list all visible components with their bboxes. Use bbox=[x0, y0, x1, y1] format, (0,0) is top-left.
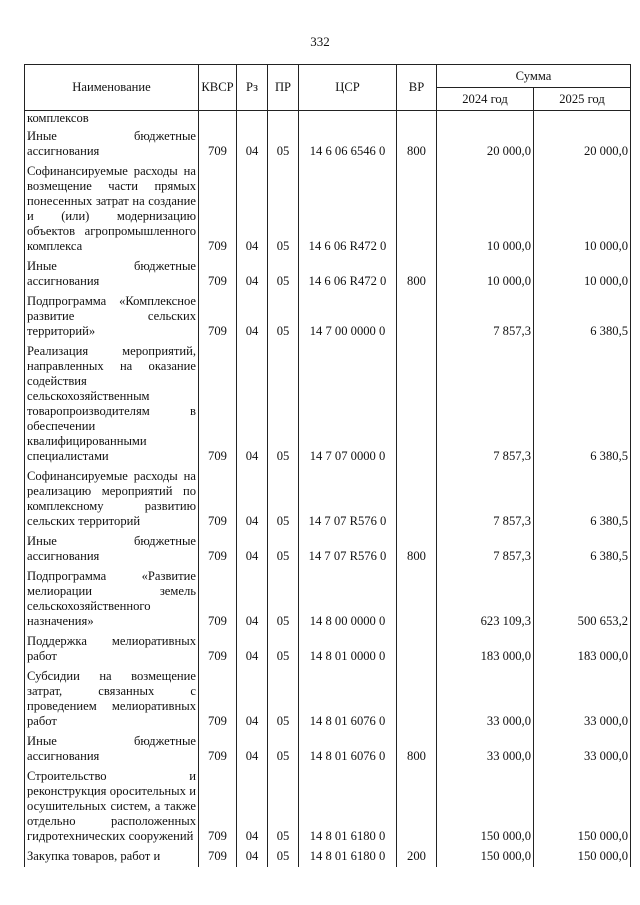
cell-pr: 05 bbox=[268, 257, 299, 292]
cell-pr: 05 bbox=[268, 532, 299, 567]
cell-sum-2025 bbox=[534, 111, 631, 128]
cell-sum-2024: 33 000,0 bbox=[437, 667, 534, 732]
table-row bbox=[25, 111, 631, 128]
cell-vr bbox=[397, 632, 437, 667]
cell-vr bbox=[397, 467, 437, 532]
cell-kvsr: 709 bbox=[199, 732, 237, 767]
cell-rz: 04 bbox=[237, 767, 268, 847]
cell-sum-2025: 33 000,0 bbox=[534, 732, 631, 767]
cell-rz: 04 bbox=[237, 162, 268, 257]
header-csr: ЦСР bbox=[299, 65, 397, 111]
cell-name: Подпрограмма «Комплексное развитие сельских территорий» bbox=[25, 292, 199, 342]
cell-csr: 14 7 07 R576 0 bbox=[299, 532, 397, 567]
cell-sum-2024: 7 857,3 bbox=[437, 292, 534, 342]
cell-pr: 05 bbox=[268, 567, 299, 632]
cell-vr: 200 bbox=[397, 847, 437, 867]
cell-kvsr: 709 bbox=[199, 667, 237, 732]
cell-kvsr: 709 bbox=[199, 292, 237, 342]
cell-sum-2025: 6 380,5 bbox=[534, 467, 631, 532]
cell-rz: 04 bbox=[237, 732, 268, 767]
table-row bbox=[25, 292, 631, 342]
cell-sum-2025: 183 000,0 bbox=[534, 632, 631, 667]
page-number: 332 bbox=[310, 34, 330, 49]
cell-pr: 05 bbox=[268, 847, 299, 867]
cell-rz: 04 bbox=[237, 292, 268, 342]
cell-name: Софинансируемые расходы на возмещение части прямых понесенных затрат на создание и (или) модернизацию объектов агропромышленного комплекса bbox=[25, 162, 199, 257]
table-row bbox=[25, 532, 631, 567]
table-row bbox=[25, 732, 631, 767]
cell-sum-2024: 150 000,0 bbox=[437, 767, 534, 847]
budget-table bbox=[24, 64, 631, 867]
table-row bbox=[25, 257, 631, 292]
cell-rz: 04 bbox=[237, 467, 268, 532]
cell-csr: 14 6 06 R472 0 bbox=[299, 257, 397, 292]
cell-sum-2024: 183 000,0 bbox=[437, 632, 534, 667]
cell-pr: 05 bbox=[268, 632, 299, 667]
table-row bbox=[25, 342, 631, 467]
cell-sum-2025: 6 380,5 bbox=[534, 292, 631, 342]
cell-vr bbox=[397, 667, 437, 732]
cell-sum-2025: 20 000,0 bbox=[534, 127, 631, 162]
cell-sum-2025: 6 380,5 bbox=[534, 342, 631, 467]
table-row bbox=[25, 632, 631, 667]
table-row bbox=[25, 467, 631, 532]
cell-pr: 05 bbox=[268, 342, 299, 467]
cell-rz: 04 bbox=[237, 847, 268, 867]
cell-kvsr: 709 bbox=[199, 467, 237, 532]
header-pr: ПР bbox=[268, 65, 299, 111]
cell-csr: 14 8 01 0000 0 bbox=[299, 632, 397, 667]
cell-sum-2024: 7 857,3 bbox=[437, 342, 534, 467]
cell-pr: 05 bbox=[268, 467, 299, 532]
cell-vr bbox=[397, 292, 437, 342]
cell-sum-2025: 500 653,2 bbox=[534, 567, 631, 632]
header-name: Наименование bbox=[25, 65, 199, 111]
cell-rz: 04 bbox=[237, 567, 268, 632]
table-row bbox=[25, 127, 631, 162]
cell-name: Закупка товаров, работ и bbox=[25, 847, 199, 867]
table-body bbox=[25, 111, 631, 868]
cell-sum-2025: 150 000,0 bbox=[534, 767, 631, 847]
cell-kvsr: 709 bbox=[199, 342, 237, 467]
header-2025: 2025 год bbox=[534, 88, 631, 111]
cell-pr: 05 bbox=[268, 292, 299, 342]
cell-sum-2024: 10 000,0 bbox=[437, 257, 534, 292]
cell-kvsr: 709 bbox=[199, 127, 237, 162]
cell-sum-2025: 10 000,0 bbox=[534, 162, 631, 257]
cell-pr: 05 bbox=[268, 732, 299, 767]
header-2024: 2024 год bbox=[437, 88, 534, 111]
cell-vr: 800 bbox=[397, 257, 437, 292]
cell-vr: 800 bbox=[397, 732, 437, 767]
cell-pr: 05 bbox=[268, 767, 299, 847]
cell-rz: 04 bbox=[237, 532, 268, 567]
cell-name: Субсидии на возмещение затрат, связанных с проведением мелиоративных работ bbox=[25, 667, 199, 732]
cell-csr: 14 6 06 R472 0 bbox=[299, 162, 397, 257]
cell-rz: 04 bbox=[237, 257, 268, 292]
cell-name: Подпрограмма «Развитие мелиорации земель сельскохозяйственного назначения» bbox=[25, 567, 199, 632]
cell-kvsr bbox=[199, 111, 237, 128]
table-row bbox=[25, 567, 631, 632]
table-row bbox=[25, 767, 631, 847]
cell-sum-2024: 20 000,0 bbox=[437, 127, 534, 162]
cell-sum-2024: 33 000,0 bbox=[437, 732, 534, 767]
cell-name: Иные бюджетные ассигнования bbox=[25, 257, 199, 292]
cell-kvsr: 709 bbox=[199, 632, 237, 667]
cell-csr bbox=[299, 111, 397, 128]
cell-rz: 04 bbox=[237, 667, 268, 732]
cell-name: комплексов bbox=[25, 111, 199, 128]
cell-name: Иные бюджетные ассигнования bbox=[25, 127, 199, 162]
cell-csr: 14 8 00 0000 0 bbox=[299, 567, 397, 632]
cell-vr bbox=[397, 162, 437, 257]
cell-sum-2024: 623 109,3 bbox=[437, 567, 534, 632]
cell-pr bbox=[268, 111, 299, 128]
cell-rz bbox=[237, 111, 268, 128]
table-row bbox=[25, 847, 631, 867]
cell-csr: 14 7 07 R576 0 bbox=[299, 467, 397, 532]
cell-kvsr: 709 bbox=[199, 847, 237, 867]
cell-vr bbox=[397, 342, 437, 467]
cell-csr: 14 8 01 6076 0 bbox=[299, 667, 397, 732]
cell-csr: 14 7 00 0000 0 bbox=[299, 292, 397, 342]
cell-name: Иные бюджетные ассигнования bbox=[25, 732, 199, 767]
cell-sum-2025: 6 380,5 bbox=[534, 532, 631, 567]
cell-sum-2024 bbox=[437, 111, 534, 128]
cell-pr: 05 bbox=[268, 162, 299, 257]
cell-csr: 14 6 06 6546 0 bbox=[299, 127, 397, 162]
cell-pr: 05 bbox=[268, 127, 299, 162]
cell-csr: 14 8 01 6076 0 bbox=[299, 732, 397, 767]
header-rz: Рз bbox=[237, 65, 268, 111]
cell-sum-2024: 150 000,0 bbox=[437, 847, 534, 867]
cell-kvsr: 709 bbox=[199, 767, 237, 847]
cell-vr: 800 bbox=[397, 532, 437, 567]
cell-kvsr: 709 bbox=[199, 567, 237, 632]
cell-name: Иные бюджетные ассигнования bbox=[25, 532, 199, 567]
cell-vr: 800 bbox=[397, 127, 437, 162]
cell-name: Софинансируемые расходы на реализацию мероприятий по комплексному развитию сельских территорий bbox=[25, 467, 199, 532]
cell-rz: 04 bbox=[237, 127, 268, 162]
cell-rz: 04 bbox=[237, 632, 268, 667]
cell-kvsr: 709 bbox=[199, 257, 237, 292]
cell-sum-2024: 7 857,3 bbox=[437, 532, 534, 567]
cell-sum-2025: 10 000,0 bbox=[534, 257, 631, 292]
cell-name: Строительство и реконструкция оросительных и осушительных систем, а также отдельно расположенных гидротехнических сооружений bbox=[25, 767, 199, 847]
cell-pr: 05 bbox=[268, 667, 299, 732]
cell-csr: 14 8 01 6180 0 bbox=[299, 767, 397, 847]
cell-rz: 04 bbox=[237, 342, 268, 467]
table-row bbox=[25, 162, 631, 257]
cell-kvsr: 709 bbox=[199, 162, 237, 257]
header-vr: ВР bbox=[397, 65, 437, 111]
cell-sum-2025: 150 000,0 bbox=[534, 847, 631, 867]
cell-sum-2025: 33 000,0 bbox=[534, 667, 631, 732]
cell-sum-2024: 10 000,0 bbox=[437, 162, 534, 257]
cell-vr bbox=[397, 767, 437, 847]
cell-sum-2024: 7 857,3 bbox=[437, 467, 534, 532]
header-kvsr: КВСР bbox=[199, 65, 237, 111]
table-header bbox=[25, 65, 631, 111]
header-sum: Сумма bbox=[437, 65, 631, 88]
cell-vr bbox=[397, 111, 437, 128]
cell-kvsr: 709 bbox=[199, 532, 237, 567]
cell-csr: 14 8 01 6180 0 bbox=[299, 847, 397, 867]
table-row bbox=[25, 667, 631, 732]
cell-csr: 14 7 07 0000 0 bbox=[299, 342, 397, 467]
cell-name: Поддержка мелиоративных работ bbox=[25, 632, 199, 667]
cell-name: Реализация мероприятий, направленных на оказание содействия сельскохозяйственным товаропроизводителям в обеспечении квалифицированными специалистами bbox=[25, 342, 199, 467]
cell-vr bbox=[397, 567, 437, 632]
